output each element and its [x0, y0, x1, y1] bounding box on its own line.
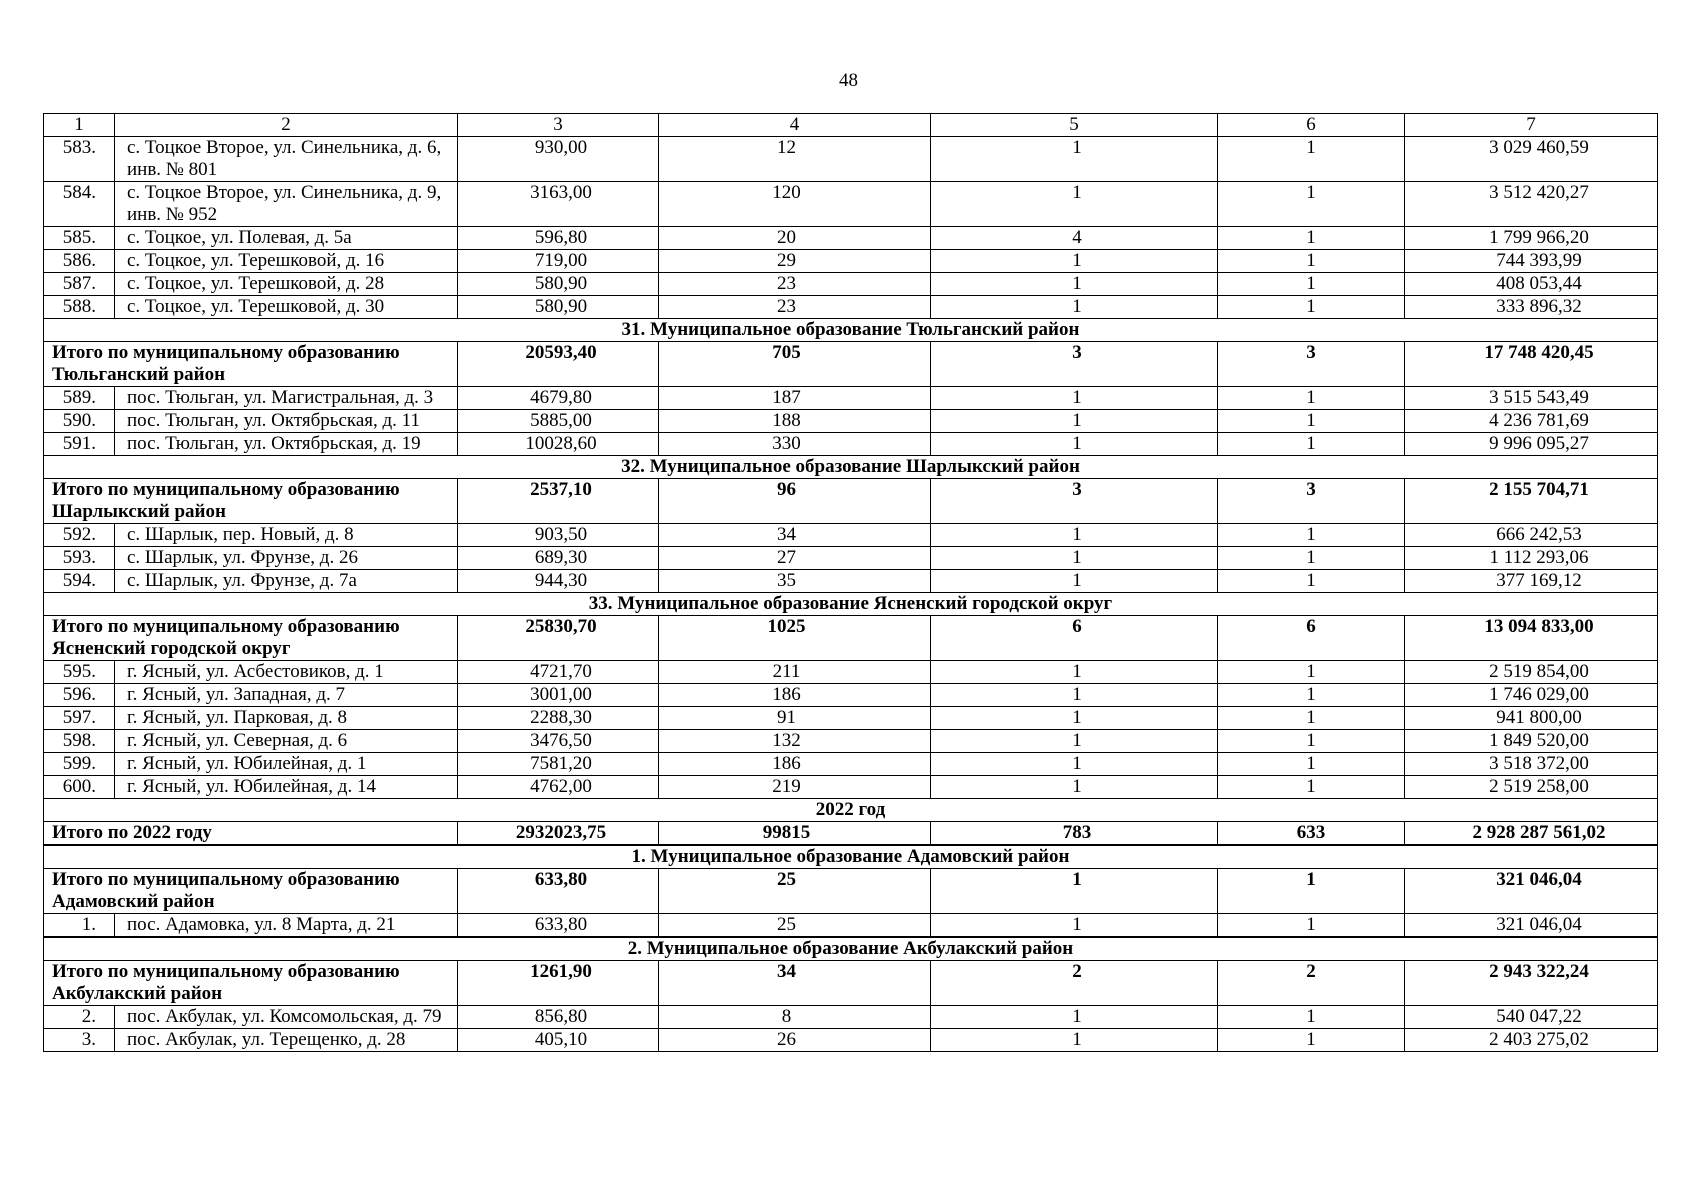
total-row [44, 869, 1658, 914]
table-row [44, 410, 1658, 433]
table-row [44, 753, 1658, 776]
cost-value: 321 046,04 [1405, 914, 1658, 938]
residents-count: 132 [659, 730, 931, 753]
total-residents: 1025 [659, 616, 931, 661]
cost-value: 2 519 854,00 [1405, 661, 1658, 684]
value-col5: 1 [931, 570, 1218, 593]
column-header: 5 [931, 114, 1218, 137]
area-value: 944,30 [458, 570, 659, 593]
total-cost: 17 748 420,45 [1405, 342, 1658, 387]
section-title: 1. Муниципальное образование Адамовский район [44, 845, 1658, 869]
table-row [44, 1029, 1658, 1052]
area-value: 4762,00 [458, 776, 659, 799]
address: с. Тоцкое Второе, ул. Синельника, д. 6, инв. № 801 [115, 137, 458, 182]
value-col5: 1 [931, 730, 1218, 753]
column-header: 1 [44, 114, 115, 137]
total-col5: 1 [931, 869, 1218, 914]
value-col6: 1 [1218, 296, 1405, 319]
address: г. Ясный, ул. Асбестовиков, д. 1 [115, 661, 458, 684]
total-col5: 2 [931, 961, 1218, 1006]
area-value: 2288,30 [458, 707, 659, 730]
total-row [44, 342, 1658, 387]
value-col6: 1 [1218, 1006, 1405, 1029]
value-col6: 1 [1218, 547, 1405, 570]
value-col6: 1 [1218, 250, 1405, 273]
cost-value: 666 242,53 [1405, 524, 1658, 547]
total-cost: 2 928 287 561,02 [1405, 822, 1658, 846]
address: с. Шарлык, пер. Новый, д. 8 [115, 524, 458, 547]
total-col6: 633 [1218, 822, 1405, 846]
residents-count: 330 [659, 433, 931, 456]
page-number: 48 [839, 70, 858, 91]
total-area: 633,80 [458, 869, 659, 914]
residents-count: 188 [659, 410, 931, 433]
address: с. Шарлык, ул. Фрунзе, д. 26 [115, 547, 458, 570]
value-col6: 1 [1218, 914, 1405, 938]
value-col5: 1 [931, 914, 1218, 938]
cost-value: 2 519 258,00 [1405, 776, 1658, 799]
area-value: 4679,80 [458, 387, 659, 410]
residents-count: 20 [659, 227, 931, 250]
total-col6: 3 [1218, 342, 1405, 387]
address: г. Ясный, ул. Западная, д. 7 [115, 684, 458, 707]
table-row [44, 661, 1658, 684]
cost-value: 941 800,00 [1405, 707, 1658, 730]
residents-count: 23 [659, 273, 931, 296]
total-row [44, 822, 1658, 846]
cost-value: 3 512 420,27 [1405, 182, 1658, 227]
total-residents: 34 [659, 961, 931, 1006]
value-col6: 1 [1218, 410, 1405, 433]
area-value: 719,00 [458, 250, 659, 273]
total-residents: 99815 [659, 822, 931, 846]
value-col6: 1 [1218, 730, 1405, 753]
total-row [44, 616, 1658, 661]
table-row [44, 684, 1658, 707]
value-col6: 1 [1218, 707, 1405, 730]
total-cost: 2 155 704,71 [1405, 479, 1658, 524]
table-row [44, 182, 1658, 227]
value-col5: 1 [931, 182, 1218, 227]
row-number: 596. [44, 684, 115, 707]
total-area: 1261,90 [458, 961, 659, 1006]
cost-value: 1 746 029,00 [1405, 684, 1658, 707]
total-area: 2537,10 [458, 479, 659, 524]
total-col5: 783 [931, 822, 1218, 846]
cost-value: 377 169,12 [1405, 570, 1658, 593]
total-row [44, 479, 1658, 524]
table-row [44, 273, 1658, 296]
address: с. Тоцкое, ул. Терешковой, д. 28 [115, 273, 458, 296]
section-header-row [44, 845, 1658, 869]
table-row [44, 433, 1658, 456]
area-value: 3476,50 [458, 730, 659, 753]
section-header-row [44, 937, 1658, 961]
value-col5: 1 [931, 1029, 1218, 1052]
table-row [44, 227, 1658, 250]
value-col5: 1 [931, 137, 1218, 182]
row-number: 599. [44, 753, 115, 776]
cost-value: 1 849 520,00 [1405, 730, 1658, 753]
area-value: 405,10 [458, 1029, 659, 1052]
residents-count: 186 [659, 753, 931, 776]
total-area: 25830,70 [458, 616, 659, 661]
table-row [44, 137, 1658, 182]
value-col6: 1 [1218, 1029, 1405, 1052]
residents-count: 8 [659, 1006, 931, 1029]
address: пос. Адамовка, ул. 8 Марта, д. 21 [115, 914, 458, 938]
table-row [44, 707, 1658, 730]
area-value: 689,30 [458, 547, 659, 570]
total-area: 2932023,75 [458, 822, 659, 846]
address: пос. Акбулак, ул. Терещенко, д. 28 [115, 1029, 458, 1052]
residents-count: 12 [659, 137, 931, 182]
column-header: 2 [115, 114, 458, 137]
cost-value: 408 053,44 [1405, 273, 1658, 296]
table-row [44, 387, 1658, 410]
row-number: 585. [44, 227, 115, 250]
table-row [44, 547, 1658, 570]
total-col5: 3 [931, 342, 1218, 387]
row-number: 591. [44, 433, 115, 456]
area-value: 596,80 [458, 227, 659, 250]
cost-value: 3 515 543,49 [1405, 387, 1658, 410]
value-col5: 1 [931, 547, 1218, 570]
address: с. Тоцкое, ул. Терешковой, д. 16 [115, 250, 458, 273]
table-row [44, 776, 1658, 799]
total-residents: 25 [659, 869, 931, 914]
area-value: 4721,70 [458, 661, 659, 684]
row-number: 600. [44, 776, 115, 799]
section-title: 33. Муниципальное образование Ясненский городской округ [44, 593, 1658, 616]
value-col5: 1 [931, 250, 1218, 273]
residents-count: 35 [659, 570, 931, 593]
total-col6: 2 [1218, 961, 1405, 1006]
total-col5: 3 [931, 479, 1218, 524]
value-col5: 1 [931, 273, 1218, 296]
residents-count: 187 [659, 387, 931, 410]
row-number: 593. [44, 547, 115, 570]
total-col6: 3 [1218, 479, 1405, 524]
residents-count: 29 [659, 250, 931, 273]
total-cost: 13 094 833,00 [1405, 616, 1658, 661]
total-area: 20593,40 [458, 342, 659, 387]
area-value: 7581,20 [458, 753, 659, 776]
row-number: 594. [44, 570, 115, 593]
area-value: 903,50 [458, 524, 659, 547]
value-col6: 1 [1218, 273, 1405, 296]
column-header: 3 [458, 114, 659, 137]
residents-count: 219 [659, 776, 931, 799]
address: г. Ясный, ул. Парковая, д. 8 [115, 707, 458, 730]
area-value: 633,80 [458, 914, 659, 938]
value-col6: 1 [1218, 776, 1405, 799]
section-title: 2. Муниципальное образование Акбулакский район [44, 937, 1658, 961]
table-row [44, 570, 1658, 593]
row-number: 595. [44, 661, 115, 684]
cost-value: 4 236 781,69 [1405, 410, 1658, 433]
address: с. Тоцкое Второе, ул. Синельника, д. 9, инв. № 952 [115, 182, 458, 227]
total-col6: 1 [1218, 869, 1405, 914]
address: пос. Тюльган, ул. Магистральная, д. 3 [115, 387, 458, 410]
address: г. Ясный, ул. Юбилейная, д. 14 [115, 776, 458, 799]
cost-value: 1 799 966,20 [1405, 227, 1658, 250]
table-row [44, 524, 1658, 547]
table-row [44, 914, 1658, 938]
row-number: 592. [44, 524, 115, 547]
housing-table [43, 113, 1658, 1052]
total-col6: 6 [1218, 616, 1405, 661]
total-label: Итого по муниципальному образованию Тюльганский район [44, 342, 458, 387]
total-label: Итого по муниципальному образованию Акбулакский район [44, 961, 458, 1006]
row-number: 590. [44, 410, 115, 433]
cost-value: 540 047,22 [1405, 1006, 1658, 1029]
value-col5: 1 [931, 661, 1218, 684]
value-col6: 1 [1218, 387, 1405, 410]
value-col6: 1 [1218, 182, 1405, 227]
value-col6: 1 [1218, 661, 1405, 684]
column-header-row [44, 114, 1658, 137]
section-header-row [44, 319, 1658, 342]
row-number: 2. [44, 1006, 115, 1029]
row-number: 587. [44, 273, 115, 296]
address: г. Ясный, ул. Юбилейная, д. 1 [115, 753, 458, 776]
value-col6: 1 [1218, 684, 1405, 707]
residents-count: 211 [659, 661, 931, 684]
row-number: 597. [44, 707, 115, 730]
value-col6: 1 [1218, 570, 1405, 593]
cost-value: 1 112 293,06 [1405, 547, 1658, 570]
residents-count: 27 [659, 547, 931, 570]
section-title: 31. Муниципальное образование Тюльганский район [44, 319, 1658, 342]
value-col5: 4 [931, 227, 1218, 250]
column-header: 4 [659, 114, 931, 137]
cost-value: 9 996 095,27 [1405, 433, 1658, 456]
total-row [44, 961, 1658, 1006]
value-col5: 1 [931, 684, 1218, 707]
total-label: Итого по муниципальному образованию Адамовский район [44, 869, 458, 914]
row-number: 588. [44, 296, 115, 319]
address: пос. Акбулак, ул. Комсомольская, д. 79 [115, 1006, 458, 1029]
row-number: 3. [44, 1029, 115, 1052]
column-header: 7 [1405, 114, 1658, 137]
total-cost: 2 943 322,24 [1405, 961, 1658, 1006]
row-number: 598. [44, 730, 115, 753]
value-col5: 1 [931, 1006, 1218, 1029]
table-row [44, 250, 1658, 273]
column-header: 6 [1218, 114, 1405, 137]
value-col6: 1 [1218, 524, 1405, 547]
area-value: 3163,00 [458, 182, 659, 227]
residents-count: 25 [659, 914, 931, 938]
area-value: 10028,60 [458, 433, 659, 456]
total-residents: 705 [659, 342, 931, 387]
row-number: 584. [44, 182, 115, 227]
total-cost: 321 046,04 [1405, 869, 1658, 914]
residents-count: 26 [659, 1029, 931, 1052]
value-col5: 1 [931, 387, 1218, 410]
area-value: 580,90 [458, 273, 659, 296]
residents-count: 120 [659, 182, 931, 227]
residents-count: 186 [659, 684, 931, 707]
table-row [44, 1006, 1658, 1029]
table-row [44, 730, 1658, 753]
total-col5: 6 [931, 616, 1218, 661]
address: пос. Тюльган, ул. Октябрьская, д. 19 [115, 433, 458, 456]
residents-count: 34 [659, 524, 931, 547]
section-title: 2022 год [44, 799, 1658, 822]
value-col6: 1 [1218, 753, 1405, 776]
value-col5: 1 [931, 707, 1218, 730]
address: с. Тоцкое, ул. Полевая, д. 5а [115, 227, 458, 250]
value-col5: 1 [931, 410, 1218, 433]
area-value: 580,90 [458, 296, 659, 319]
value-col5: 1 [931, 296, 1218, 319]
value-col6: 1 [1218, 227, 1405, 250]
address: с. Тоцкое, ул. Терешковой, д. 30 [115, 296, 458, 319]
value-col6: 1 [1218, 433, 1405, 456]
cost-value: 333 896,32 [1405, 296, 1658, 319]
row-number: 583. [44, 137, 115, 182]
area-value: 930,00 [458, 137, 659, 182]
section-header-row [44, 799, 1658, 822]
table-row [44, 296, 1658, 319]
total-label: Итого по муниципальному образованию Ясненский городской округ [44, 616, 458, 661]
section-title: 32. Муниципальное образование Шарлыкский район [44, 456, 1658, 479]
address: пос. Тюльган, ул. Октябрьская, д. 11 [115, 410, 458, 433]
area-value: 5885,00 [458, 410, 659, 433]
total-residents: 96 [659, 479, 931, 524]
residents-count: 23 [659, 296, 931, 319]
section-header-row [44, 593, 1658, 616]
address: г. Ясный, ул. Северная, д. 6 [115, 730, 458, 753]
section-header-row [44, 456, 1658, 479]
value-col5: 1 [931, 433, 1218, 456]
residents-count: 91 [659, 707, 931, 730]
value-col5: 1 [931, 776, 1218, 799]
row-number: 586. [44, 250, 115, 273]
cost-value: 3 029 460,59 [1405, 137, 1658, 182]
cost-value: 744 393,99 [1405, 250, 1658, 273]
address: с. Шарлык, ул. Фрунзе, д. 7а [115, 570, 458, 593]
row-number: 1. [44, 914, 115, 938]
value-col5: 1 [931, 524, 1218, 547]
area-value: 3001,00 [458, 684, 659, 707]
total-label: Итого по муниципальному образованию Шарлыкский район [44, 479, 458, 524]
area-value: 856,80 [458, 1006, 659, 1029]
total-label: Итого по 2022 году [44, 822, 458, 846]
cost-value: 3 518 372,00 [1405, 753, 1658, 776]
row-number: 589. [44, 387, 115, 410]
value-col5: 1 [931, 753, 1218, 776]
value-col6: 1 [1218, 137, 1405, 182]
cost-value: 2 403 275,02 [1405, 1029, 1658, 1052]
